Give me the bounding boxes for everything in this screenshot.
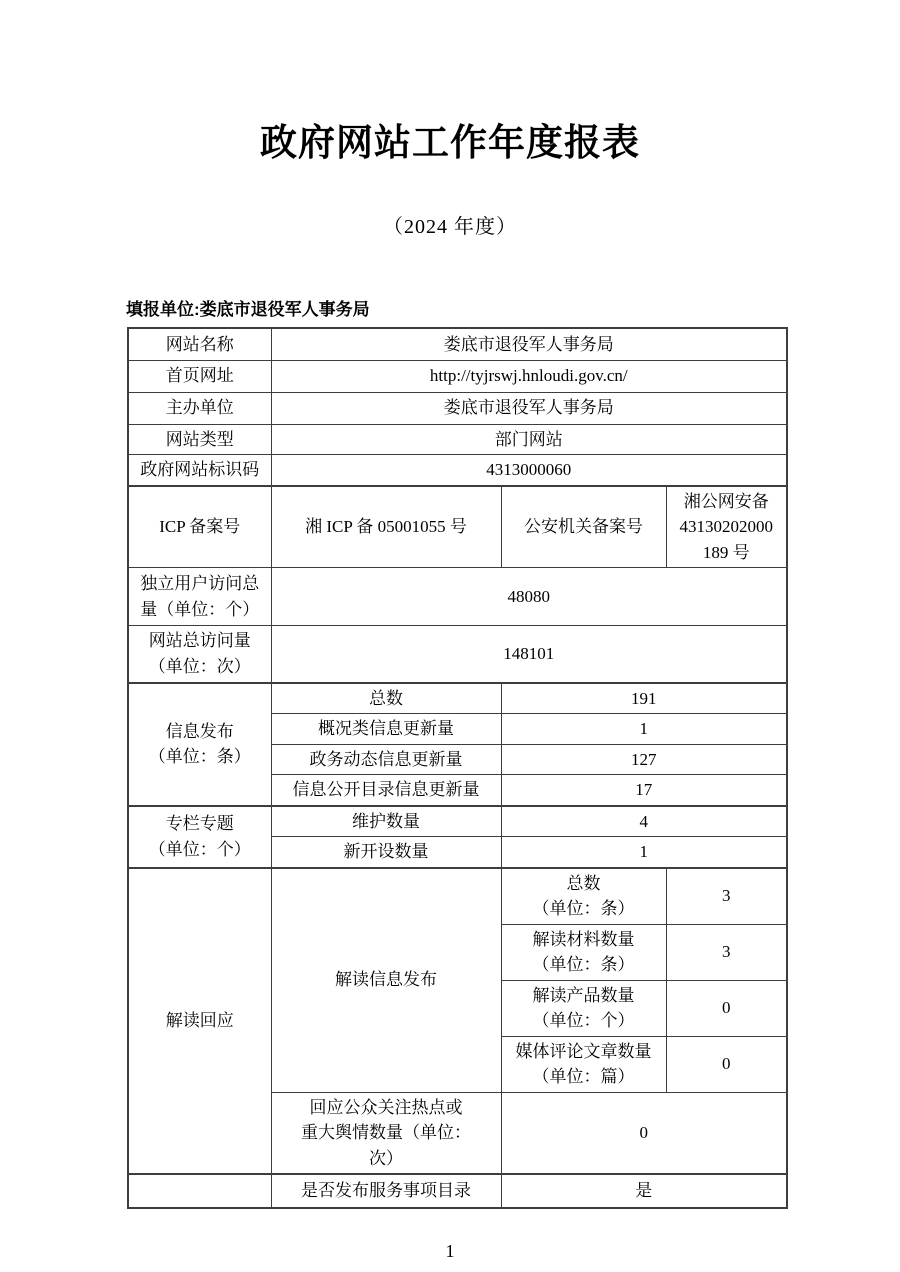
label-line: （单位：条） [532,899,635,918]
info-release-total-label: 总数 [271,683,501,714]
label-line: （单位：个） [532,1011,635,1030]
interp-product-label [501,980,666,1036]
label-line: （单位：次） [148,656,251,676]
icp-label: ICP 备案号 [128,486,271,568]
site-name-value: 娄底市退役军人事务局 [271,328,787,360]
overview-update-value: 1 [501,714,787,745]
organizer-value: 娄底市退役军人事务局 [271,392,787,424]
home-url-label: 首页网址 [128,360,271,392]
media-comment-label [501,1036,666,1092]
open-directory-update-label: 信息公开目录信息更新量 [271,775,501,806]
page-number: 1 [445,1241,455,1261]
label-line: （单位：条） [532,955,635,974]
police-record-label: 公安机关备案号 [501,486,666,568]
report-year-subtitle: （2024 年度） [383,216,517,238]
police-record-value-line: 43130202000 [679,517,773,536]
info-release-group-label [128,683,271,806]
interp-total-value: 3 [666,868,787,925]
police-record-value-line: 189 号 [702,542,750,562]
open-directory-update-value: 17 [501,775,787,806]
hotspot-response-value: 0 [501,1092,787,1174]
label-line: 量（单位：个） [140,599,260,619]
gov-news-update-value: 127 [501,744,787,775]
annual-report-table [127,327,788,1209]
interp-material-value: 3 [666,924,787,980]
hotspot-response-label [271,1092,501,1174]
label-line: 解读产品数量 [532,985,635,1005]
interpretation-release-label: 解读信息发布 [271,868,501,1093]
site-name-label: 网站名称 [128,328,271,360]
report-unit-line: 填报单位:娄底市退役军人事务局 [126,300,370,319]
site-type-value: 部门网站 [271,424,787,455]
empty-cell [128,1174,271,1208]
interp-total-label [501,868,666,925]
maintained-count-value: 4 [501,806,787,837]
interpretation-group-label: 解读回应 [128,868,271,1175]
label-line: 总数 [566,873,601,893]
info-release-total-value: 191 [501,683,787,714]
police-record-value [666,486,787,568]
label-line: 次） [369,1148,403,1168]
label-line: 解读材料数量 [532,929,635,949]
service-catalog-label: 是否发布服务事项目录 [271,1174,501,1208]
overview-update-label: 概况类信息更新量 [271,714,501,745]
media-comment-value: 0 [666,1036,787,1092]
new-count-value: 1 [501,837,787,868]
label-line: （单位：条） [148,747,251,766]
special-topics-group-label [128,806,271,868]
unique-visitors-value: 48080 [271,568,787,626]
site-code-value: 4313000060 [271,455,787,486]
maintained-count-label: 维护数量 [271,806,501,837]
total-visits-label [128,626,271,683]
unique-visitors-label [128,568,271,626]
service-catalog-value: 是 [501,1174,787,1208]
label-line: （单位：篇） [532,1067,635,1086]
interp-product-value: 0 [666,980,787,1036]
interp-material-label [501,924,666,980]
label-line: 网站总访问量 [148,631,251,651]
label-line: 信息发布 [165,721,234,741]
label-line: 回应公众关注热点或 [309,1097,463,1117]
gov-news-update-label: 政务动态信息更新量 [271,744,501,775]
site-code-label: 政府网站标识码 [128,455,271,486]
organizer-label: 主办单位 [128,392,271,424]
home-url-value: http://tyjrswj.hnloudi.gov.cn/ [271,360,787,392]
icp-value: 湘 ICP 备 05001055 号 [271,486,501,568]
label-line: 独立用户访问总 [140,574,260,593]
label-line: 专栏专题 [165,814,234,833]
page-title: 政府网站工作年度报表 [260,122,640,163]
label-line: 媒体评论文章数量 [515,1041,652,1061]
total-visits-value: 148101 [271,626,787,683]
label-line: 重大舆情数量（单位： [301,1123,471,1142]
site-type-label: 网站类型 [128,424,271,455]
new-count-label: 新开设数量 [271,837,501,868]
police-record-value-line: 湘公网安备 [683,491,769,511]
label-line: （单位：个） [148,839,251,859]
